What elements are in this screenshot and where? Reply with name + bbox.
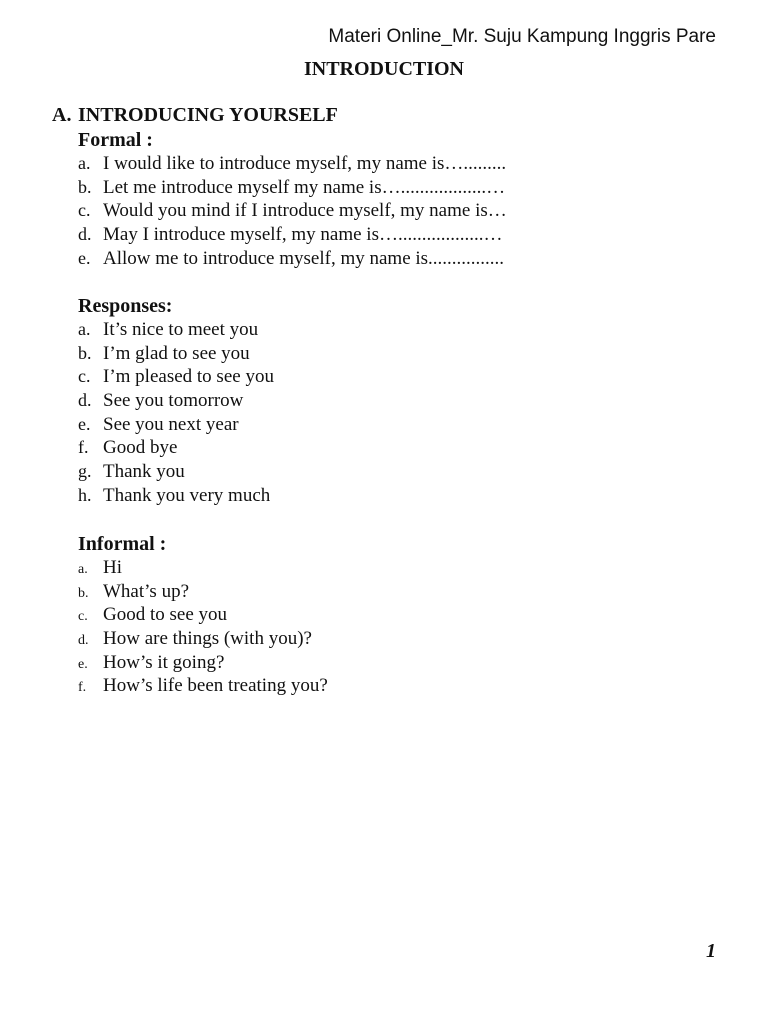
list-marker: b. xyxy=(78,585,89,601)
list-item-text: Good bye xyxy=(103,437,178,459)
list-marker: e. xyxy=(78,656,88,672)
list-item-text: How’s life been treating you? xyxy=(103,675,328,697)
section-heading-text: INTRODUCING YOURSELF xyxy=(78,104,338,126)
list-item xyxy=(78,484,274,508)
list-marker: c. xyxy=(78,200,91,221)
informal-heading: Informal : xyxy=(78,533,167,555)
list-item xyxy=(78,674,328,698)
list-item xyxy=(78,436,274,460)
list-item-text: Hi xyxy=(103,557,122,578)
list-item xyxy=(78,651,328,675)
informal-list xyxy=(78,556,328,698)
list-item xyxy=(78,199,507,223)
list-item-text: Allow me to introduce myself, my name is................ xyxy=(103,247,505,269)
responses-list xyxy=(78,318,274,508)
list-marker: a. xyxy=(78,153,91,173)
formal-list xyxy=(78,152,507,270)
list-marker: h. xyxy=(78,484,92,505)
list-item xyxy=(78,389,274,413)
list-item-text: See you next year xyxy=(103,413,239,435)
list-item xyxy=(78,365,274,389)
list-item xyxy=(78,580,328,604)
page-title: INTRODUCTION xyxy=(303,58,465,80)
formal-block xyxy=(78,128,507,270)
list-marker: a. xyxy=(78,562,88,577)
list-item xyxy=(78,318,274,342)
list-marker: b. xyxy=(78,342,92,363)
list-item-text: Would you mind if I introduce myself, my name is… xyxy=(103,200,507,222)
list-marker: g. xyxy=(78,461,92,482)
list-item-text: How are things (with you)? xyxy=(103,628,312,650)
list-item xyxy=(78,603,328,627)
list-item-text: I would like to introduce myself, my name is…......... xyxy=(103,153,507,174)
responses-heading: Responses: xyxy=(78,295,173,317)
list-item-text: Good to see you xyxy=(103,604,228,626)
list-marker: a. xyxy=(78,319,91,339)
list-marker: d. xyxy=(78,633,89,649)
list-item-text: How’s it going? xyxy=(103,651,225,673)
section-letter: A. xyxy=(52,104,72,126)
list-marker: e. xyxy=(78,413,91,434)
list-item-text: Thank you very much xyxy=(103,484,271,506)
list-item xyxy=(78,247,507,271)
page-number: 1 xyxy=(706,940,716,962)
list-item xyxy=(78,556,328,580)
list-item-text: May I introduce myself, my name is…..................… xyxy=(103,224,503,246)
list-item-text: What’s up? xyxy=(103,580,190,602)
list-marker: e. xyxy=(78,247,91,268)
formal-heading: Formal : xyxy=(78,129,153,151)
list-item-text: I’m glad to see you xyxy=(103,342,250,364)
list-item-text: See you tomorrow xyxy=(103,390,244,412)
list-item-text: It’s nice to meet you xyxy=(103,319,259,340)
list-item xyxy=(78,413,274,437)
list-item xyxy=(78,176,507,200)
list-marker: d. xyxy=(78,224,92,245)
list-marker: f. xyxy=(78,437,89,458)
list-item xyxy=(78,152,507,176)
list-marker: f. xyxy=(78,680,87,696)
section-heading xyxy=(52,104,338,127)
list-marker: d. xyxy=(78,390,92,411)
list-item xyxy=(78,460,274,484)
list-item xyxy=(78,223,507,247)
list-marker: c. xyxy=(78,366,91,387)
header-note: Materi Online_Mr. Suju Kampung Inggris Pare xyxy=(328,26,716,47)
list-item xyxy=(78,342,274,366)
list-item-text: Thank you xyxy=(103,461,185,483)
informal-block xyxy=(78,532,328,698)
list-item-text: I’m pleased to see you xyxy=(103,366,274,388)
list-marker: c. xyxy=(78,609,88,625)
responses-block xyxy=(78,294,274,508)
list-item-text: Let me introduce myself my name is…..................… xyxy=(103,176,506,198)
list-marker: b. xyxy=(78,176,92,197)
list-item xyxy=(78,627,328,651)
